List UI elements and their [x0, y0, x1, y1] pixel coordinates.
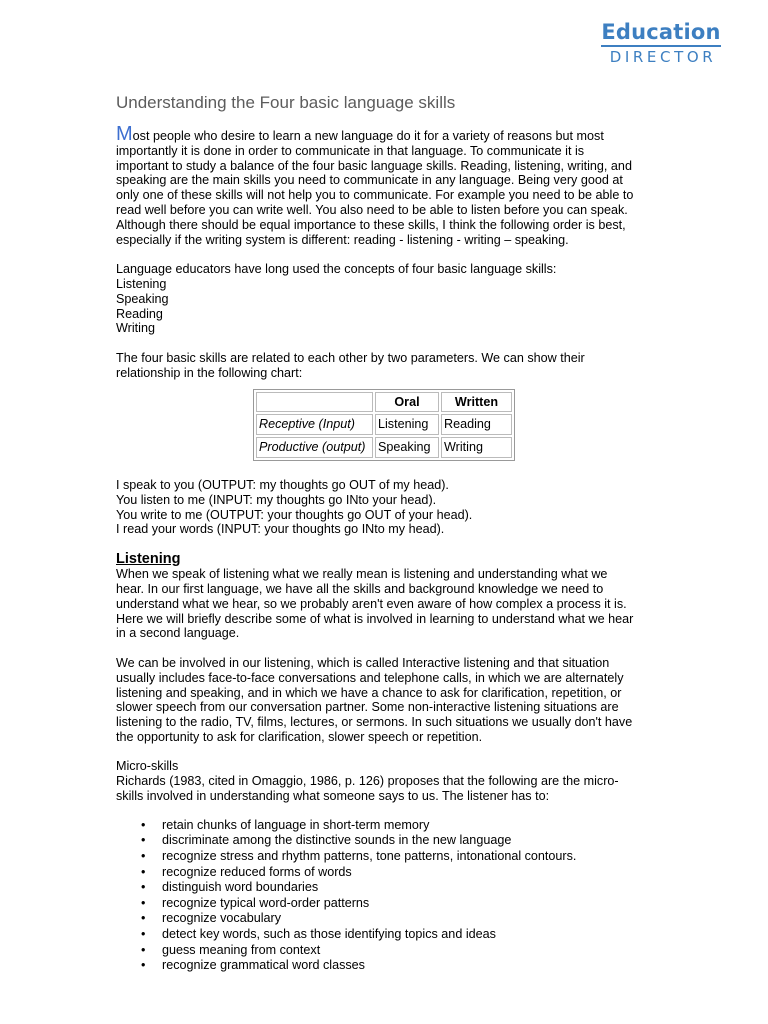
list-item: [141, 849, 656, 865]
bullet-icon: •: [141, 911, 146, 926]
microskills-list: [116, 818, 656, 974]
example-line: You listen to me (INPUT: my thoughts go INto your head).: [116, 492, 437, 507]
skills-table: [253, 389, 515, 461]
concepts-block: [116, 262, 656, 336]
listening-paragraph-1: [116, 567, 656, 641]
listening-line: hear. In our first language, we have all the skills and background knowledge we need to: [116, 581, 604, 596]
list-item-text: recognize grammatical word classes: [162, 958, 365, 973]
intro-line: speaking are the main skills you need to communicate in any language. Being very good at: [116, 173, 623, 188]
logo-top-text: Education: [601, 20, 721, 44]
skills-table-container: [253, 389, 656, 461]
intro-paragraph: [116, 123, 656, 247]
list-item-text: recognize stress and rhythm patterns, tone patterns, intonational contours.: [162, 849, 577, 864]
table-cell: Writing: [441, 437, 512, 458]
list-item-text: retain chunks of language in short-term memory: [162, 817, 430, 832]
table-row-label: Receptive (Input): [256, 414, 373, 435]
bullet-icon: •: [141, 958, 146, 973]
document-body: [116, 92, 656, 974]
bullet-icon: •: [141, 927, 146, 942]
intro-line: important to study a balance of the four basic language skills. Reading, listening, writing, and: [116, 158, 632, 173]
list-item-text: distinguish word boundaries: [162, 880, 319, 895]
logo-bottom-text: DIRECTOR: [609, 48, 717, 66]
list-item: [141, 865, 656, 881]
bullet-icon: •: [141, 895, 146, 910]
listening-line: Here we will briefly describe some of what is involved in learning to understand what we hear: [116, 611, 634, 626]
list-item: [141, 911, 656, 927]
skill-list-item: Reading: [116, 306, 163, 321]
microskills-label: Micro-skills: [116, 759, 179, 774]
table-header-cell: Written: [441, 392, 512, 413]
table-cell: Listening: [375, 414, 439, 435]
spacer: [116, 336, 656, 351]
example-line: I read your words (INPUT: your thoughts go INto my head).: [116, 522, 445, 537]
table-cell: Speaking: [375, 437, 439, 458]
list-item-text: detect key words, such as those identifying topics and ideas: [162, 927, 496, 942]
relation-line: relationship in the following chart:: [116, 365, 303, 380]
listening-line: the opportunity to ask for clarification, slower speech or repetition.: [116, 729, 483, 744]
list-item: [141, 896, 656, 912]
listening-line: slower speech from our conversation partner. Some non-interactive listening situations are: [116, 700, 619, 715]
list-item-text: recognize reduced forms of words: [162, 864, 352, 879]
table-header-row: [256, 392, 512, 413]
bullet-icon: •: [141, 849, 146, 864]
example-line: I speak to you (OUTPUT: my thoughts go OUT of my head).: [116, 477, 449, 492]
skill-list-item: Speaking: [116, 291, 169, 306]
list-item: [141, 958, 656, 974]
intro-line: read well before you can write well. You also need to be able to listen before you can speak.: [116, 202, 628, 217]
listening-line: listening to the radio, TV, films, lectures, or sermons. In such situations we usually don't have: [116, 715, 633, 730]
bullet-icon: •: [141, 880, 146, 895]
intro-dropcap: M: [116, 123, 133, 145]
relation-line: The four basic skills are related to each other by two parameters. We can show their: [116, 350, 585, 365]
bullet-icon: •: [141, 864, 146, 879]
intro-line: ost people who desire to learn a new language do it for a variety of reasons but most: [132, 129, 604, 143]
intro-line: Although there should be equal importance to these skills, I think the following order is best,: [116, 217, 626, 232]
listening-line: We can be involved in our listening, which is called Interactive listening and that situation: [116, 655, 610, 670]
listening-paragraph-2: [116, 656, 656, 745]
list-item: [141, 927, 656, 943]
relation-paragraph: [116, 351, 656, 381]
education-director-logo: [601, 20, 721, 66]
table-header-cell: [256, 392, 373, 413]
list-item: [141, 818, 656, 834]
table-row: [256, 414, 512, 435]
bullet-icon: •: [141, 817, 146, 832]
concepts-lead: Language educators have long used the concepts of four basic language skills:: [116, 262, 557, 277]
listening-line: listening and speaking, and in which we have a chance to ask for clarification, repetition, or: [116, 685, 622, 700]
table-row: [256, 437, 512, 458]
listening-line: usually includes face-to-face conversations and telephone calls, in which we are alternately: [116, 670, 624, 685]
list-item-text: recognize vocabulary: [162, 911, 282, 926]
listening-line: understand what we hear, so we probably aren't even aware of how complex a process it is.: [116, 596, 627, 611]
spacer: [116, 641, 656, 656]
logo-divider: [601, 45, 721, 47]
microskills-intro-line: skills involved in understanding what someone says to us. The listener has to:: [116, 789, 550, 804]
intro-line: especially if the writing system is different: reading - listening - writing – speaking.: [116, 232, 569, 247]
example-line: You write to me (OUTPUT: your thoughts go OUT of your head).: [116, 507, 473, 522]
list-item-text: discriminate among the distinctive sounds in the new language: [162, 833, 512, 848]
intro-line: importantly it is done in order to communicate in that language. To communicate it is: [116, 143, 585, 158]
examples-block: [116, 478, 656, 537]
microskills-block: [116, 759, 656, 803]
spacer: [116, 745, 656, 760]
intro-line: only one of these skills will not help you to communicate. For example you need to be able to: [116, 188, 634, 203]
listening-line: in a second language.: [116, 626, 240, 641]
list-item: [141, 880, 656, 896]
microskills-intro-line: Richards (1983, cited in Omaggio, 1986, p. 126) proposes that the following are the micro-: [116, 774, 619, 789]
table-header-cell: Oral: [375, 392, 439, 413]
skill-list-item: Writing: [116, 321, 155, 336]
document-title: Understanding the Four basic language skills: [116, 93, 456, 112]
list-item: [141, 833, 656, 849]
bullet-icon: •: [141, 833, 146, 848]
list-item: [141, 943, 656, 959]
list-item-text: guess meaning from context: [162, 942, 321, 957]
table-cell: Reading: [441, 414, 512, 435]
bullet-icon: •: [141, 942, 146, 957]
listening-line: When we speak of listening what we really mean is listening and understanding what we: [116, 567, 608, 582]
spacer: [116, 247, 656, 262]
listening-heading: Listening: [116, 551, 181, 568]
list-item-text: recognize typical word-order patterns: [162, 895, 370, 910]
skill-list-item: Listening: [116, 276, 167, 291]
table-row-label: Productive (output): [256, 437, 373, 458]
